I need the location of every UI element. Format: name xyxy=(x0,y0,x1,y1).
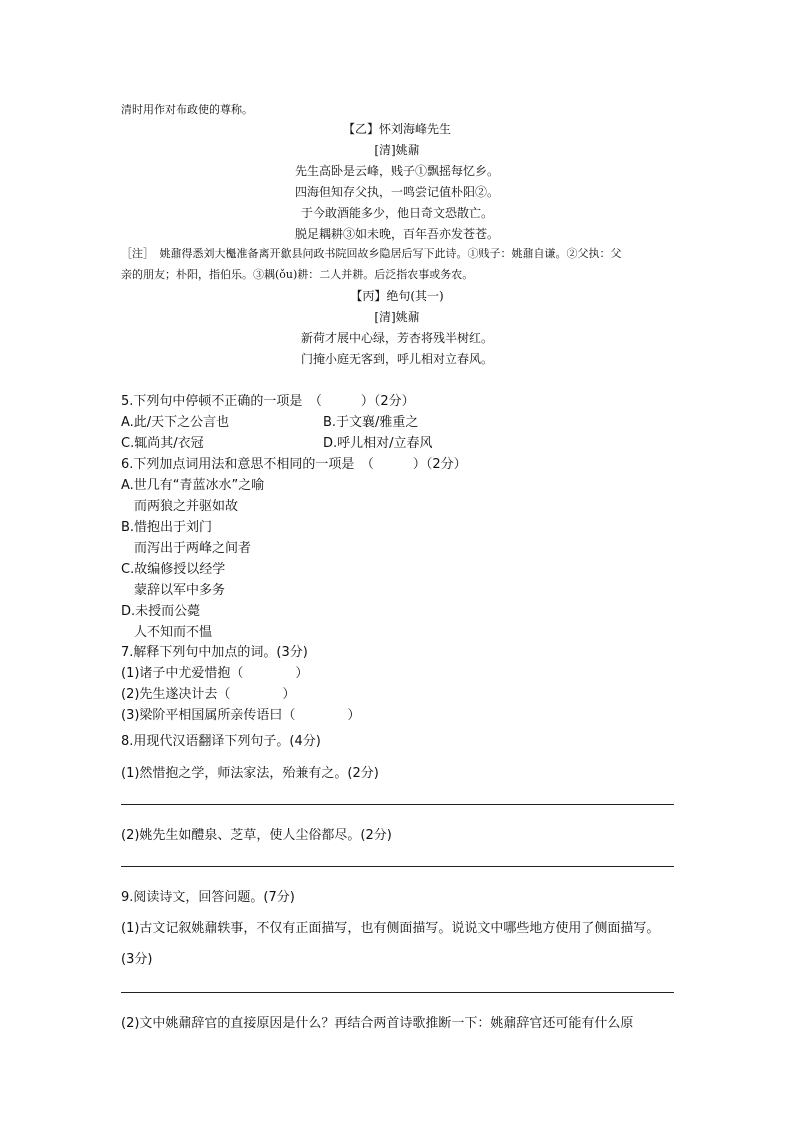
q6-stem: 6.下列加点词用法和意思不相同的一项是 （ ）（2分） xyxy=(121,457,467,472)
q5-option-d: D.呼儿相对/立春风 xyxy=(323,436,433,451)
poem-b-note-line: 亲的朋友；朴阳，指伯乐。③耦(ǒu)耕：二人并耕。后泛指农事或务农。 xyxy=(121,268,474,281)
poem-b-line: 脱足耦耕③如未晚，百年吾亦发苍苍。 xyxy=(294,227,499,241)
q6-option-d-line1: D.未授而公薨 xyxy=(121,604,201,619)
q9-stem: 9.阅读诗文，回答问题。(7分) xyxy=(121,890,295,905)
q6-option-a-line1: A.世几有“青蓝冰水”之喻 xyxy=(121,478,265,493)
q7-item: (3)梁阶平相国属所亲传语曰（ ） xyxy=(121,708,361,723)
q5-option-b: B.于文襄/雅重之 xyxy=(323,415,419,430)
answer-line[interactable] xyxy=(121,804,674,805)
q8-stem: 8.用现代汉语翻译下列句子。(4分) xyxy=(121,734,321,749)
poem-b-line: 于今敢酒能多少，他日奇文恐散亡。 xyxy=(300,206,493,220)
answer-line[interactable] xyxy=(121,866,674,867)
q5-option-c: C.辄尚其/衣冠 xyxy=(121,436,204,451)
q7-stem: 7.解释下列句中加点的词。(3分) xyxy=(121,645,308,660)
poem-b-author: [清]姚鼐 xyxy=(374,143,420,157)
poem-b-line: 先生高卧是云峰，贱子①飘摇每忆乡。 xyxy=(294,164,499,178)
q9-part-1-line1: (1)古文记叙姚鼐轶事，不仅有正面描写，也有侧面描写。说说文中哪些地方使用了侧面描写。 xyxy=(121,921,660,936)
q6-option-b-line1: B.惜抱出于刘门 xyxy=(121,520,213,535)
poem-b-note-line: ［注］ 姚鼐得悉刘大櫆准备离开歙县问政书院回故乡隐居后写下此诗。①贱子：姚鼐自谦。②父执：父 xyxy=(121,247,622,260)
q6-option-c-line1: C.故编修授以经学 xyxy=(121,562,226,577)
q7-item: (2)先生遂决计去（ ） xyxy=(121,687,296,702)
q5-option-a: A.此/天下之公言也 xyxy=(121,415,230,430)
answer-line[interactable] xyxy=(121,992,674,993)
q5-stem: 5.下列句中停顿不正确的一项是 （ ）（2分） xyxy=(121,394,415,409)
q8-sentence-1: (1)然惜抱之学，师法家法，殆兼有之。(2分) xyxy=(121,766,379,781)
q7-item: (1)诸子中尤爱惜抱（ ） xyxy=(121,666,309,681)
intro-line: 清时用作对布政使的尊称。 xyxy=(121,103,253,116)
q6-option-a-line2: 而两狼之并驱如故 xyxy=(134,499,239,514)
q8-sentence-2: (2)姚先生如醴泉、芝草，使人尘俗都尽。(2分) xyxy=(121,828,392,843)
q6-option-c-line2: 蒙辞以军中多务 xyxy=(134,583,226,598)
poem-c-title: 【丙】绝句(其一) xyxy=(350,289,444,303)
poem-c-author: [清]姚鼐 xyxy=(374,310,420,324)
q6-option-d-line2: 人不知而不愠 xyxy=(134,625,213,640)
q9-part-1-line2: (3分) xyxy=(121,952,153,967)
q6-option-b-line2: 而泻出于两峰之间者 xyxy=(134,541,252,556)
q9-part-2: (2)文中姚鼐辞官的直接原因是什么？再结合两首诗歌推断一下：姚鼐辞官还可能有什么原 xyxy=(121,1016,634,1031)
poem-b-title: 【乙】怀刘海峰先生 xyxy=(342,122,451,136)
poem-c-line: 新荷才展中心绿，芳杏将残半树红。 xyxy=(300,331,493,345)
poem-c-line: 门掩小庭无客到，呼儿相对立春风。 xyxy=(300,352,493,366)
poem-b-line: 四海但知存父执，一鸣尝记值朴阳②。 xyxy=(294,185,499,199)
